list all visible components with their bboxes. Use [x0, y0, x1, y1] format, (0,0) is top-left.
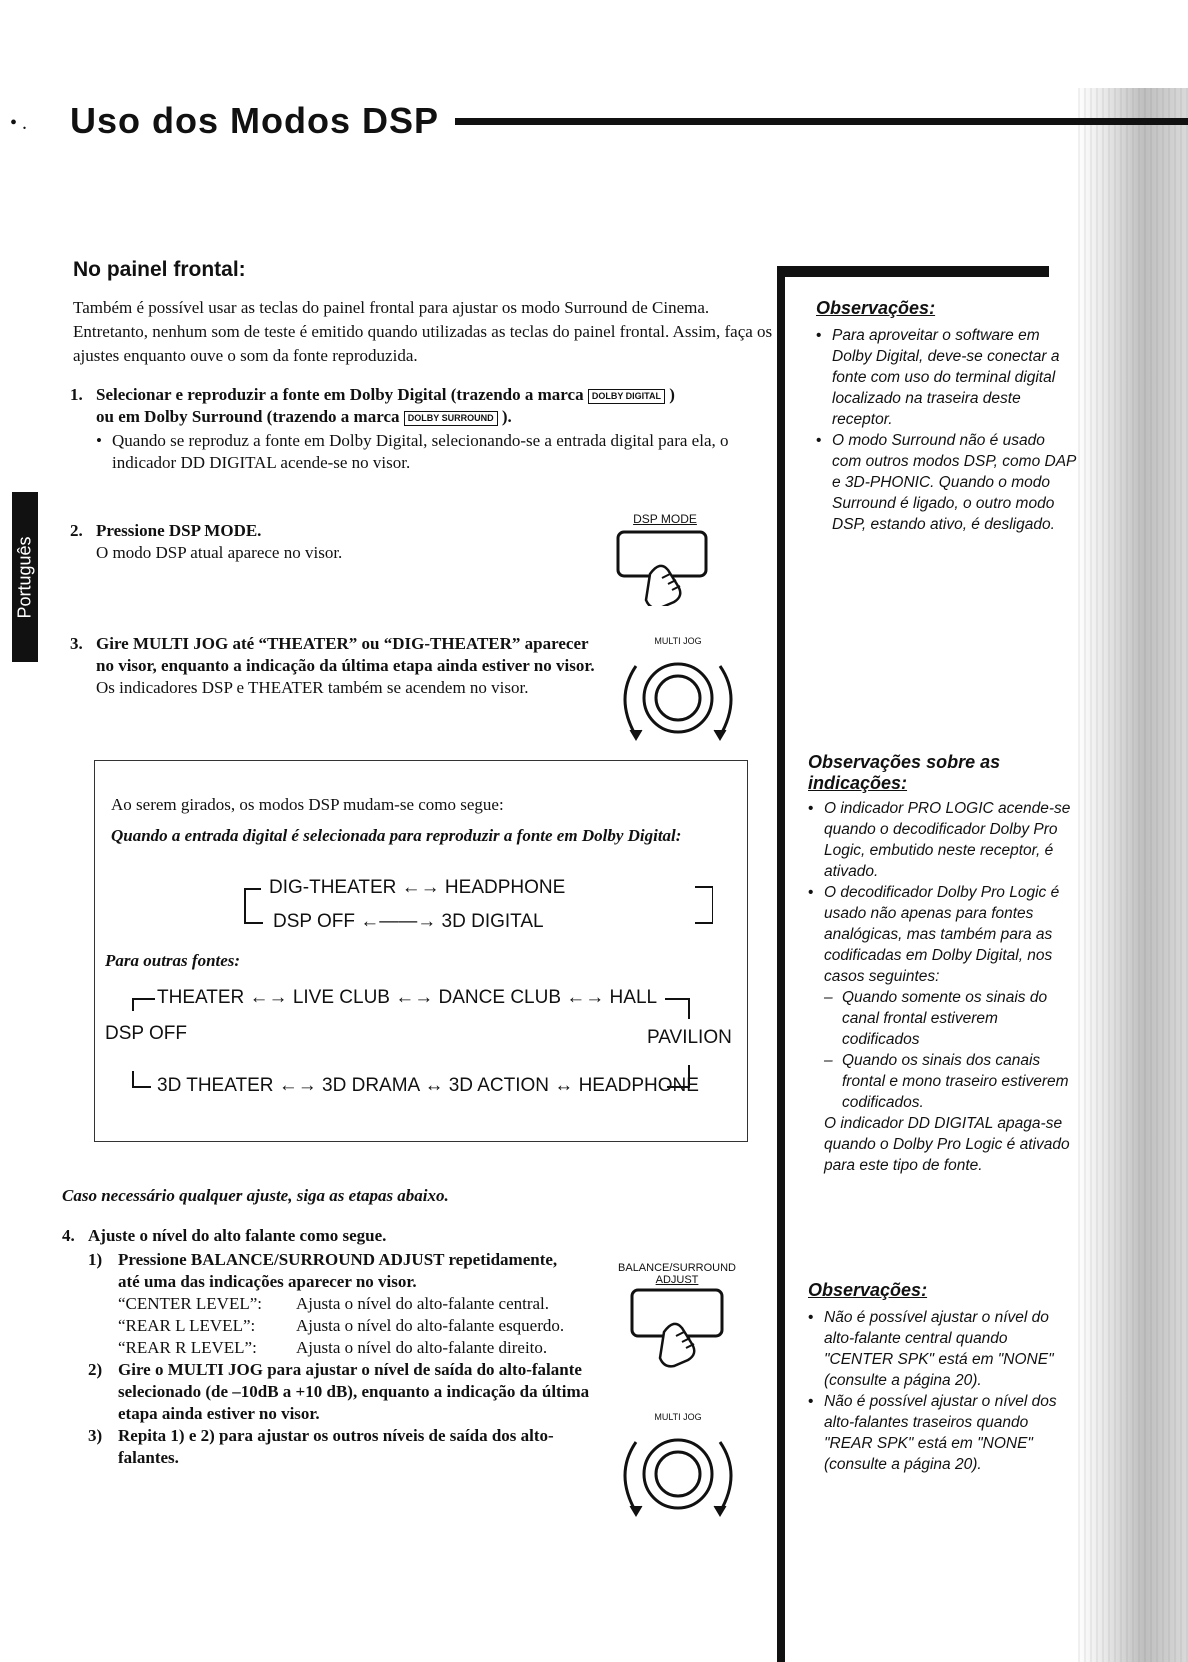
digital-cycle-top: DIG-THEATER ←→ HEADPHONE	[269, 877, 566, 898]
sub-step-number: 2)	[88, 1360, 103, 1379]
other-cycle-diagram	[105, 983, 741, 1103]
multi-jog-label: MULTI JOG	[654, 1412, 702, 1422]
observation-item: • Não é possível ajustar o nível dos alto-falantes traseiros quando "REAR SPK" está em "NONE" (consulte a página 20).	[808, 1391, 1068, 1475]
sub-step-number: 1)	[88, 1250, 103, 1269]
observations-heading: Observações:	[816, 298, 936, 318]
level-name: “REAR R LEVEL”:	[118, 1338, 257, 1357]
sidebar-vertical-rule	[777, 272, 785, 1662]
balance-label-line2: ADJUST	[655, 1274, 699, 1286]
dsp-mode-label: DSP MODE	[633, 512, 697, 526]
observation-item: • O modo Surround não é usado com outros modos DSP, como DAP e 3D-PHONIC. Quando o modo Surround é ligado, o outro modo DSP, estando ativo, é desligado.	[816, 430, 1076, 535]
indication-sub-item: – Quando os sinais dos canais frontal e mono traseiro estiverem codificados.	[824, 1050, 1078, 1113]
step-1-line1: Selecionar e reproduzir a fonte em Dolby Digital (trazendo a marca DOLBY DIGITAL )	[96, 385, 675, 404]
step-4-sub3	[88, 1425, 622, 1469]
level-row	[118, 1337, 622, 1359]
sidebar-top-rule	[777, 266, 1049, 277]
other-cycle-left: DSP OFF	[105, 1023, 187, 1044]
level-desc: Ajusta o nível do alto-falante direito.	[296, 1338, 548, 1357]
sub-step-number: 3)	[88, 1426, 103, 1445]
digital-cycle-diagram	[243, 875, 713, 941]
step-number: 3.	[70, 634, 83, 653]
indication-item	[808, 882, 1078, 1176]
multi-jog-illustration	[608, 636, 748, 761]
step-1-line2: ou em Dolby Surround (trazendo a marca DOLBY SURROUND ).	[96, 407, 512, 426]
level-name: “REAR L LEVEL”:	[118, 1316, 256, 1335]
digital-cycle-bottom: DSP OFF ←——→ 3D DIGITAL	[273, 911, 544, 932]
indications-heading-line2: indicações:	[808, 773, 908, 793]
hand-press-icon	[610, 526, 720, 606]
language-tab	[12, 492, 38, 662]
other-cycle-top: THEATER ←→ LIVE CLUB ←→ DANCE CLUB ←→ HALL	[157, 987, 658, 1008]
level-list	[118, 1293, 622, 1359]
level-row	[118, 1293, 622, 1315]
scan-shadow-strip	[1078, 88, 1188, 1662]
indication-tail-text: O indicador DD DIGITAL apaga-se quando o Dolby Pro Logic é ativado para este tipo de fonte.	[824, 1115, 1070, 1174]
multi-jog-illustration	[608, 1412, 748, 1537]
step-1-line1-text: Selecionar e reproduzir a fonte em Dolby Digital (trazendo a marca	[96, 385, 584, 404]
flow-digital-heading: Quando a entrada digital é selecionada para reproduzir a fonte em Dolby Digital:	[111, 826, 682, 845]
step-2	[70, 520, 590, 564]
jog-dial-icon	[608, 1422, 748, 1532]
hand-press-icon	[612, 1286, 742, 1376]
step-number: 4.	[62, 1226, 75, 1245]
flow-intro: Ao serem girados, os modos DSP mudam-se como segue:	[111, 795, 504, 814]
bullet: •	[96, 431, 102, 450]
indication-item-text: O decodificador Dolby Pro Logic é usado não apenas para fontes analógicas, mas também para as codificadas em Dolby Digital, nos casos seguintes:	[824, 884, 1060, 985]
step-1-note-text: Quando se reproduz a fonte em Dolby Digital, selecionando-se a entrada digital para ela, o indicador DD DIGITAL acende-se no visor.	[112, 431, 729, 472]
intro-paragraph: Também é possível usar as teclas do painel frontal para ajustar os modo Surround de Cinema. Entretanto, nenhum som de teste é emitido quando utilizadas as teclas do painel frontal. Assim, faça os ajustes enquanto ouve o som da fonte reproduzida.	[73, 298, 773, 365]
step-2-title: Pressione DSP MODE.	[96, 521, 262, 540]
level-row	[118, 1315, 622, 1337]
dolby-digital-logo: DOLBY DIGITAL	[588, 389, 665, 404]
section-heading: No painel frontal:	[73, 258, 246, 281]
dsp-mode-button-illustration	[610, 512, 720, 611]
step-2-text: O modo DSP atual aparece no visor.	[96, 543, 343, 562]
level-name: “CENTER LEVEL”:	[118, 1294, 262, 1313]
level-desc: Ajusta o nível do alto-falante esquerdo.	[296, 1316, 565, 1335]
step-4	[62, 1225, 622, 1469]
sidebar-observations-1	[816, 298, 1076, 535]
step-3-text: Os indicadores DSP e THEATER também se acendem no visor.	[96, 678, 529, 697]
balance-label-line1: BALANCE/SURROUND	[618, 1262, 736, 1274]
observations-heading: Observações:	[808, 1280, 928, 1300]
balance-surround-button-illustration	[612, 1262, 742, 1381]
step-4-sub1-text: Pressione BALANCE/SURROUND ADJUST repetidamente, até uma das indicações aparecer no visor.	[118, 1250, 558, 1291]
adjust-note: Caso necessário qualquer ajuste, siga as etapas abaixo.	[62, 1186, 449, 1205]
indication-sub-item: – Quando somente os sinais do canal frontal estiverem codificados	[824, 987, 1078, 1050]
step-1-note	[96, 430, 760, 474]
dolby-surround-logo: DOLBY SURROUND	[404, 411, 498, 426]
page-title: Uso dos Modos DSP	[70, 100, 440, 141]
observation-item: • Para aproveitar o software em Dolby Digital, deve-se conectar a fonte com uso do terminal digital localizado na traseira deste receptor.	[816, 325, 1076, 430]
step-number: 1.	[70, 385, 83, 404]
sidebar-observations-3	[808, 1280, 1068, 1475]
step-4-sub2	[88, 1359, 622, 1425]
step-1-line2-text: ou em Dolby Surround (trazendo a marca	[96, 407, 400, 426]
observations-list	[816, 325, 1076, 535]
language-tab-label: Português	[14, 535, 35, 619]
step-1	[70, 384, 760, 474]
step-3	[70, 633, 610, 699]
step-4-sub3-text: Repita 1) e 2) para ajustar os outros níveis de saída dos alto-falantes.	[118, 1426, 554, 1467]
title-rule	[455, 118, 1188, 125]
dsp-mode-cycle-box	[94, 760, 748, 1142]
indication-item: • O indicador PRO LOGIC acende-se quando o decodificador Dolby Pro Logic, embutido neste receptor, é ativado.	[808, 798, 1078, 882]
indications-list	[808, 798, 1078, 1176]
observations-list	[808, 1307, 1068, 1475]
step-3-title: Gire MULTI JOG até “THEATER” ou “DIG-THEATER” aparecer no visor, enquanto a indicação da última etapa ainda estiver no visor.	[96, 634, 595, 675]
scan-dots: • .	[10, 112, 28, 134]
step-4-sub1	[88, 1249, 622, 1359]
step-4-title: Ajuste o nível do alto falante como segue.	[88, 1226, 387, 1245]
other-cycle-bottom: 3D THEATER ←→ 3D DRAMA ↔ 3D ACTION ↔ HEADPHONE	[157, 1075, 699, 1096]
sidebar-observations-indications	[808, 752, 1078, 1176]
indications-heading-line1: Observações sobre as	[808, 752, 1001, 772]
step-number: 2.	[70, 521, 83, 540]
other-cycle-right: PAVILION	[647, 1027, 732, 1048]
multi-jog-label: MULTI JOG	[654, 636, 702, 646]
jog-dial-icon	[608, 646, 748, 756]
observation-item: • Não é possível ajustar o nível do alto-falante central quando "CENTER SPK" está em "NONE" (consulte a página 20).	[808, 1307, 1068, 1391]
level-desc: Ajusta o nível do alto-falante central.	[296, 1294, 550, 1313]
balance-surround-label	[612, 1262, 742, 1286]
step-4-sub2-text: Gire o MULTI JOG para ajustar o nível de saída do alto-falante selecionado (de –10dB a +10 dB), enquanto a indicação da última etapa ainda estiver no visor.	[118, 1360, 590, 1423]
flow-other-heading: Para outras fontes:	[105, 951, 241, 970]
